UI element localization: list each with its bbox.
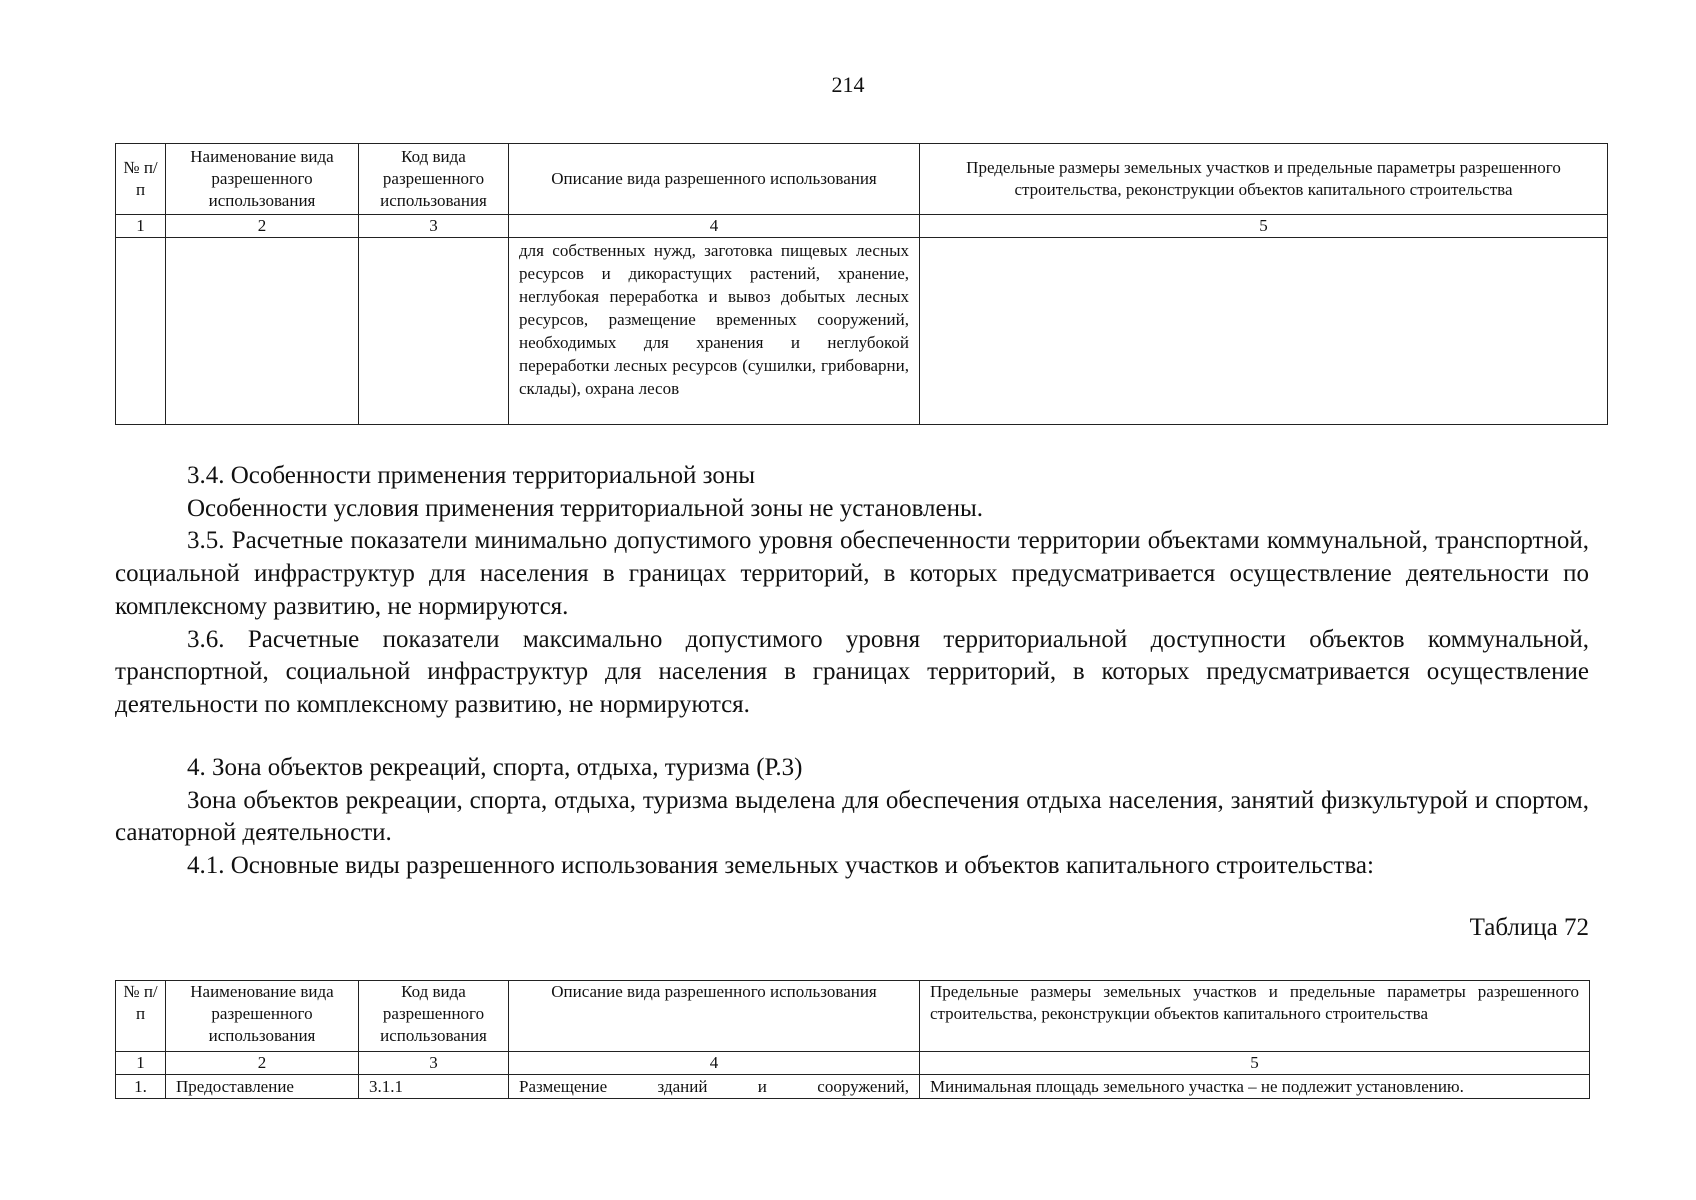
cell-use-name: [166, 238, 359, 425]
section-3-5-text: 3.5. Расчетные показатели минимально допустимого уровня обеспеченности территории объектами коммунальной, транспортной, социальной инфраструктур для населения в границах территорий, в которых предусматривается осуществление деятельности по комплексному развитию, не нормируются.: [115, 527, 1589, 620]
column-number: 3: [359, 1052, 509, 1075]
section-4-text: Зона объектов рекреации, спорта, отдыха, туризма выделена для обеспечения отдыха населения, занятий физкультурой и спортом, санаторной деятельности.: [115, 786, 1589, 847]
table-header-row: [116, 144, 1608, 215]
header-parameters: Предельные размеры земельных участков и предельные параметры разрешенного строительства, реконструкции объектов капитального строительства: [920, 981, 1590, 1052]
column-number: 3: [359, 215, 509, 238]
header-use-code: Код вида разрешенного использования: [359, 981, 509, 1052]
table-header-row: [116, 981, 1590, 1052]
cell-parameters: Минимальная площадь земельного участка – не подлежит установлению.: [920, 1075, 1590, 1099]
header-use-description: Описание вида разрешенного использования: [509, 144, 920, 215]
column-number: 2: [166, 215, 359, 238]
cell-use-description: Размещение зданий и сооружений,: [509, 1075, 920, 1099]
cell-number: 1.: [116, 1075, 166, 1099]
column-number: 5: [920, 1052, 1590, 1075]
cell-parameters: [920, 238, 1608, 425]
zoning-table-continued: [115, 143, 1608, 425]
header-number: № п/п: [116, 981, 166, 1052]
cell-use-code: 3.1.1: [359, 1075, 509, 1099]
section-4: [115, 752, 1589, 883]
column-number: 5: [920, 215, 1608, 238]
header-use-name: Наименование вида разрешенного использования: [166, 981, 359, 1052]
table-caption: Таблица 72: [1469, 914, 1589, 941]
page-number: 214: [831, 72, 865, 97]
header-use-code: Код вида разрешенного использования: [359, 144, 509, 215]
header-parameters: Предельные размеры земельных участков и предельные параметры разрешенного строительства, реконструкции объектов капитального строительства: [920, 144, 1608, 215]
column-numbers-row: [116, 215, 1608, 238]
table-row: [116, 238, 1608, 425]
cell-number: [116, 238, 166, 425]
section-4-1-text: 4.1. Основные виды разрешенного использования земельных участков и объектов капитального строительства:: [187, 852, 1374, 880]
table-row: [116, 1075, 1590, 1099]
section-3-4-text: Особенности условия применения территориальной зоны не установлены.: [187, 494, 984, 522]
column-numbers-row: [116, 1052, 1590, 1075]
section-4-title: 4. Зона объектов рекреаций, спорта, отдыха, туризма (Р.3): [187, 754, 803, 781]
section-3-6-text: 3.6. Расчетные показатели максимально допустимого уровня территориальной доступности объектов коммунальной, транспортной, социальной инфраструктур для населения в границах территорий, в которых предусматривается осуществление деятельности по комплексному развитию, не нормируются.: [115, 625, 1589, 718]
cell-use-code: [359, 238, 509, 425]
header-use-name: Наименование вида разрешенного использования: [166, 144, 359, 215]
cell-use-name: Предоставление: [166, 1075, 359, 1099]
section-3-4-title: 3.4. Особенности применения территориальной зоны: [187, 462, 756, 489]
header-use-description: Описание вида разрешенного использования: [509, 981, 920, 1052]
cell-use-description: для собственных нужд, заготовка пищевых лесных ресурсов и дикорастущих растений, хранение, неглубокая переработка и вывоз добытых лесных ресурсов, размещение временных сооружений, необходимых для хранения и неглубокой переработки лесных ресурсов (сушилки, грибоварни, склады), охрана лесов: [509, 238, 920, 425]
column-number: 4: [509, 215, 920, 238]
column-number: 1: [116, 1052, 166, 1075]
header-number: № п/п: [116, 144, 166, 215]
column-number: 1: [116, 215, 166, 238]
section-3-4: [115, 460, 1589, 722]
zoning-table-72: [115, 980, 1590, 1099]
column-number: 4: [509, 1052, 920, 1075]
column-number: 2: [166, 1052, 359, 1075]
